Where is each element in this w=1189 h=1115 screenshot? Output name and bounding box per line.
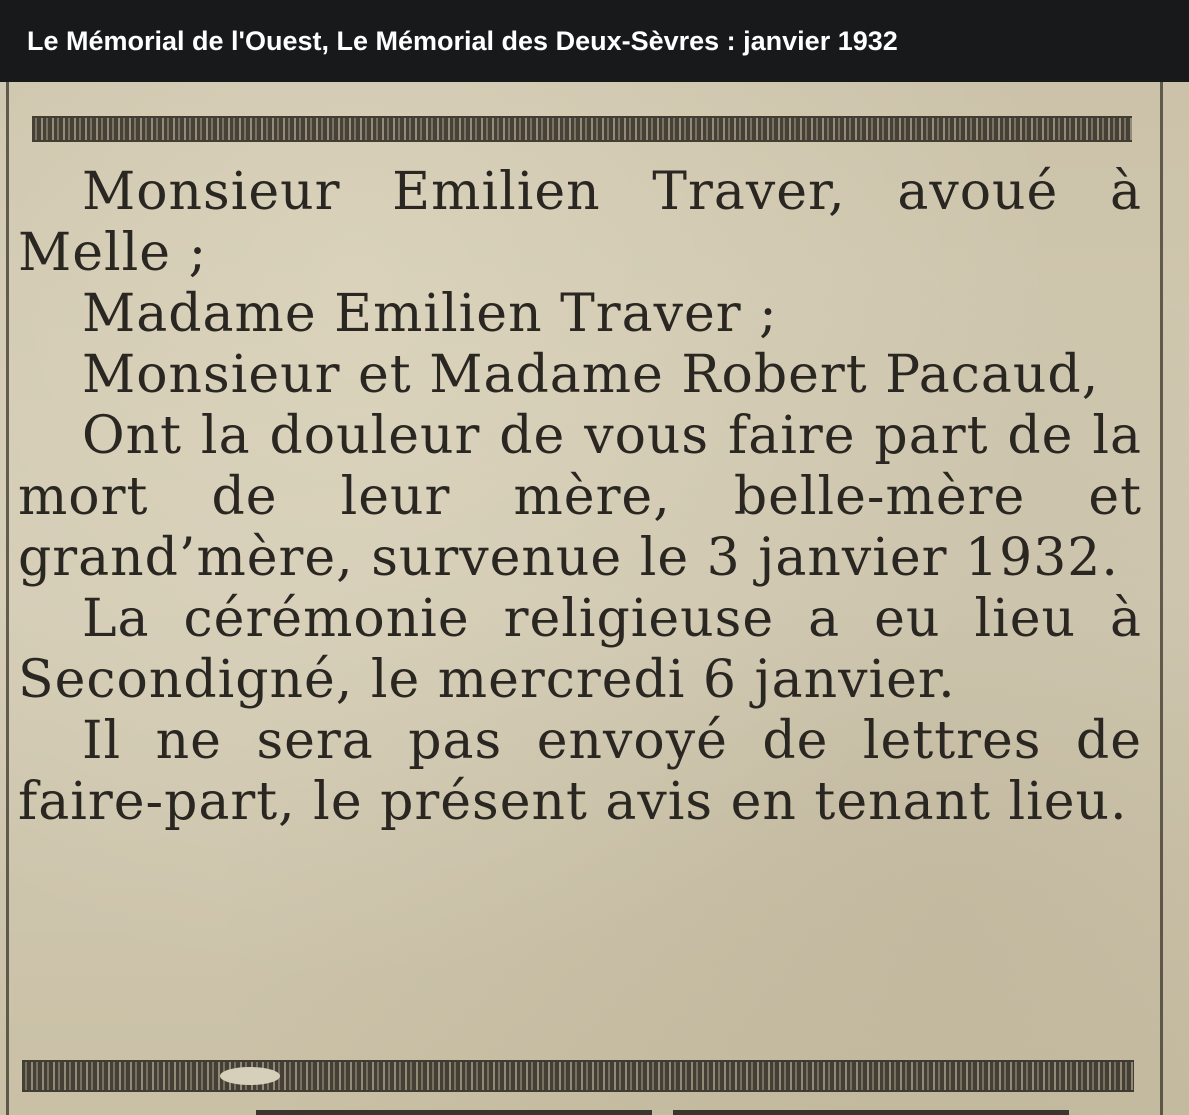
- column-rule-left: [6, 82, 9, 1115]
- death-notice: [18, 162, 1142, 833]
- newspaper-clipping: [0, 82, 1189, 1115]
- notice-paragraph-5: La cérémonie religieuse a eu lieu à Secondigné, le mercredi 6 janvier.: [18, 589, 1142, 710]
- ornament-knot: [220, 1067, 280, 1085]
- notice-paragraph-2: Madame Emilien Traver ;: [82, 284, 778, 344]
- notice-paragraph-3: Monsieur et Madame Robert Pacaud,: [82, 345, 1100, 405]
- ornamental-rule-bottom: [22, 1060, 1134, 1092]
- notice-paragraph-6: Il ne sera pas envoyé de lettres de faire-part, le présent avis en tenant lieu.: [18, 711, 1142, 832]
- notice-paragraph-1: Monsieur Emilien Traver, avoué à Melle ;: [18, 162, 1142, 283]
- column-rule-right: [1160, 82, 1163, 1115]
- next-column-rule-right: [673, 1110, 1069, 1115]
- next-column-rule-left: [256, 1110, 652, 1115]
- ornamental-rule-top: [32, 116, 1132, 142]
- notice-paragraph-4: Ont la douleur de vous faire part de la mort de leur mère, belle-mère et grand’mère, survenue le 3 janvier 1932.: [18, 406, 1142, 588]
- window-title: Le Mémorial de l'Ouest, Le Mémorial des Deux-Sèvres : janvier 1932: [0, 0, 1189, 82]
